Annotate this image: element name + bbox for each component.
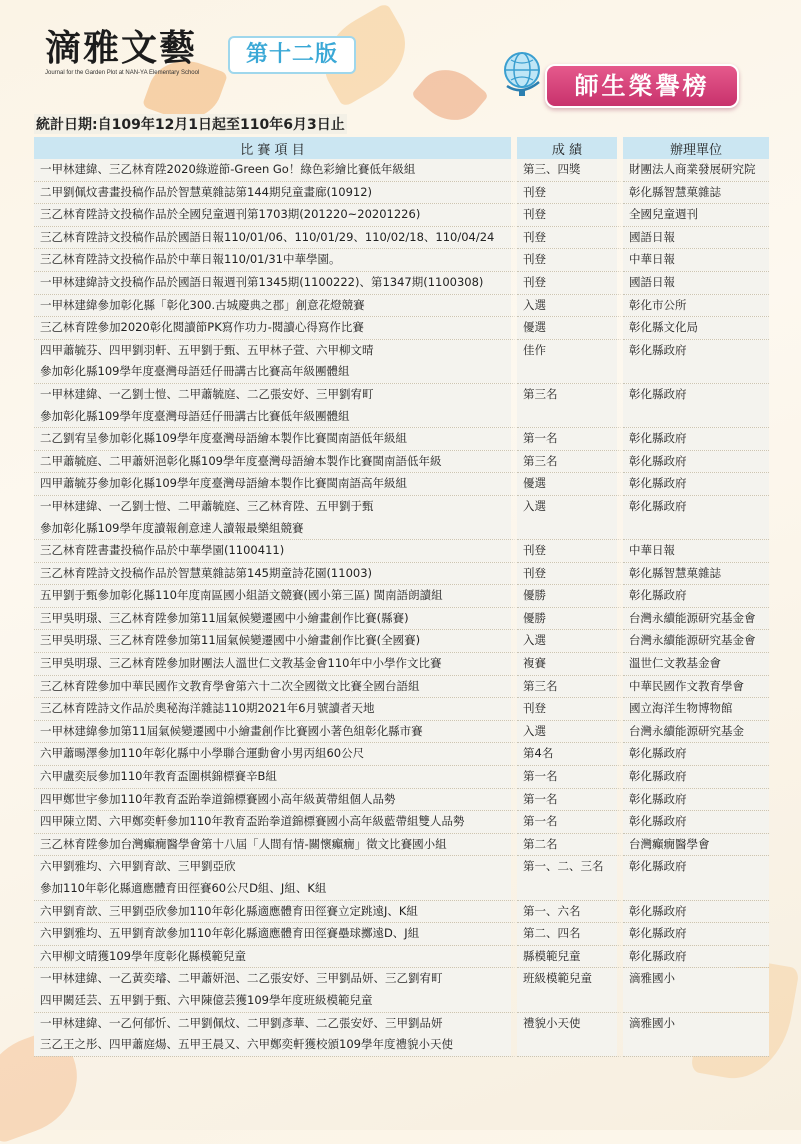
event-cell: 三乙林育陞詩文作品於奧秘海洋雜誌110期2021年6月號讀者天地 [34,698,517,721]
table-row [34,834,769,857]
table-row [34,249,769,272]
result-cell: 刊登 [517,227,623,250]
event-cell: 三乙林育陞詩文投稿作品於國語日報110/01/06、110/01/29、110/02/18、110/04/24 [34,227,517,250]
organizer-cell: 彰化縣政府 [623,340,769,362]
organizer-cell [623,518,769,541]
organizer-cell: 彰化縣政府 [623,856,769,878]
event-cell: 二甲劉佩炆書畫投稿作品於智慧菓雜誌第144期兒童畫廊(10912) [34,182,517,205]
event-cell: 參加110年彰化縣適應體育田徑賽60公尺D組、J組、K組 [34,878,517,901]
organizer-cell: 彰化縣智慧菓雜誌 [623,563,769,586]
event-cell: 一甲林建緯、一乙劉士愷、二甲蕭毓庭、二乙張安妤、三甲劉宥町 [34,384,517,406]
result-cell: 第一名 [517,789,623,812]
event-cell: 一甲林建緯、一乙劉士愷、二甲蕭毓庭、三乙林育陞、五甲劉于甄 [34,496,517,518]
result-cell: 第一名 [517,811,623,834]
event-cell: 四甲闕廷芸、五甲劉于甄、六甲陳億芸獲109學年度班級模範兒童 [34,990,517,1013]
result-cell: 優選 [517,317,623,340]
organizer-cell: 彰化縣文化局 [623,317,769,340]
result-cell: 第一名 [517,428,623,451]
table-row [34,428,769,451]
event-cell: 三甲吳明璟、三乙林育陞參加第11屆氣候變遷國中小繪畫創作比賽(全國賽) [34,630,517,653]
organizer-cell: 財團法人商業發展研究院 [623,159,769,182]
organizer-cell: 全國兒童週刊 [623,204,769,227]
organizer-cell: 彰化縣政府 [623,384,769,406]
result-cell: 入選 [517,630,623,653]
table-row [34,1034,769,1057]
result-cell: 入選 [517,496,623,518]
result-cell: 優勝 [517,608,623,631]
event-cell: 四甲蕭毓芬、四甲劉羽軒、五甲劉于甄、五甲林子萱、六甲柳文晴 [34,340,517,362]
event-cell: 三乙林育陞參加中華民國作文教育學會第六十二次全國徵文比賽全國台語組 [34,676,517,699]
organizer-cell: 國立海洋生物博物館 [623,698,769,721]
organizer-cell: 彰化縣政府 [623,496,769,518]
table-row [34,878,769,901]
result-cell: 第4名 [517,743,623,766]
result-cell: 刊登 [517,204,623,227]
event-cell: 三乙王之彤、四甲蕭庭煬、五甲王晨又、六甲鄭奕軒獲校頒109學年度禮貌小天使 [34,1034,517,1057]
organizer-cell: 中華民國作文教育學會 [623,676,769,699]
organizer-cell: 彰化縣政府 [623,743,769,766]
table-row [34,451,769,474]
event-cell: 二甲蕭毓庭、二甲蕭妍浥彰化縣109學年度臺灣母語繪本製作比賽閩南語低年級 [34,451,517,474]
organizer-cell: 彰化縣政府 [623,923,769,946]
event-cell: 一甲林建緯、一乙黃奕璿、二甲蕭妍浥、二乙張安妤、三甲劉品妍、三乙劉宥町 [34,968,517,990]
result-cell: 刊登 [517,563,623,586]
table-row [34,585,769,608]
organizer-cell [623,990,769,1013]
table-row [34,473,769,496]
organizer-cell: 台灣永續能源研究基金會 [623,630,769,653]
organizer-cell [623,878,769,901]
organizer-cell: 彰化縣政府 [623,766,769,789]
table-row [34,540,769,563]
table-row [34,743,769,766]
result-cell: 第三、四獎 [517,159,623,182]
table-row [34,923,769,946]
result-cell: 入選 [517,295,623,318]
result-cell: 刊登 [517,182,623,205]
organizer-cell: 台灣永續能源研究基金 [623,721,769,744]
organizer-cell: 中華日報 [623,540,769,563]
result-cell: 縣模範兒童 [517,946,623,969]
table-row [34,676,769,699]
newspaper-logo [45,28,199,76]
decorative-leaf [411,57,489,134]
event-cell: 六甲蕭暘澤參加110年彰化縣中小學聯合運動會小男丙組60公尺 [34,743,517,766]
table-row [34,406,769,429]
result-cell [517,361,623,384]
event-cell: 一甲林建緯、三乙林育陞2020綠遊節-Green Go！綠色彩繪比賽低年級組 [34,159,517,182]
result-cell [517,406,623,429]
event-cell: 二乙劉宥呈參加彰化縣109學年度臺灣母語繪本製作比賽閩南語低年級組 [34,428,517,451]
table-header-row [34,137,769,159]
edition-label: 第十二版 [228,36,356,74]
organizer-cell [623,1034,769,1057]
organizer-cell: 台灣癲癇醫學會 [623,834,769,857]
organizer-cell: 溫世仁文教基金會 [623,653,769,676]
organizer-cell: 彰化縣政府 [623,811,769,834]
result-cell: 刊登 [517,249,623,272]
table-row [34,789,769,812]
result-cell: 第一、六名 [517,901,623,924]
result-cell: 複賽 [517,653,623,676]
event-cell: 三甲吳明璟、三乙林育陞參加第11屆氣候變遷國中小繪畫創作比賽(縣賽) [34,608,517,631]
table-row [34,340,769,362]
result-cell: 刊登 [517,698,623,721]
table-row [34,182,769,205]
organizer-cell [623,406,769,429]
event-cell: 六甲劉育歆、三甲劉亞欣參加110年彰化縣適應體育田徑賽立定跳遠J、K組 [34,901,517,924]
organizer-cell: 彰化縣政府 [623,473,769,496]
logo-title: 滴雅文藝 [45,27,198,69]
event-cell: 三乙林育陞書畫投稿作品於中華學園(1100411) [34,540,517,563]
table-row [34,766,769,789]
table-row [34,563,769,586]
event-cell: 三乙林育陞詩文投稿作品於中華日報110/01/31中華學園。 [34,249,517,272]
table-row [34,968,769,990]
result-cell: 第三名 [517,451,623,474]
result-cell: 第三名 [517,384,623,406]
table-row [34,630,769,653]
result-cell [517,990,623,1013]
section-banner: 師生榮譽榜 [545,64,739,108]
event-cell: 三乙林育陞詩文投稿作品於全國兒童週刊第1703期(201220~20201226) [34,204,517,227]
result-cell: 第二名 [517,834,623,857]
result-cell: 禮貌小天使 [517,1013,623,1035]
column-header-organizer: 辦理單位 [623,137,769,159]
event-cell: 六甲劉雅均、六甲劉育歆、三甲劉亞欣 [34,856,517,878]
event-cell: 一甲林建緯參加第11屆氣候變遷國中小繪畫創作比賽國小著色組彰化縣市賽 [34,721,517,744]
result-cell: 刊登 [517,272,623,295]
event-cell: 一甲林建緯詩文投稿作品於國語日報週刊第1345期(1100222)、第1347期(1100308) [34,272,517,295]
column-header-result: 成 績 [517,137,623,159]
table-row [34,518,769,541]
event-cell: 六甲劉雅均、五甲劉育歆參加110年彰化縣適應體育田徑賽壘球擲遠D、J組 [34,923,517,946]
event-cell: 一甲林建緯、一乙何郁忻、二甲劉佩炆、二甲劉彥華、二乙張安妤、三甲劉品妍 [34,1013,517,1035]
table-row [34,496,769,518]
event-cell: 五甲劉于甄參加彰化縣110年度南區國小組語文競賽(國小第三區) 閩南語朗讀組 [34,585,517,608]
table-row [34,811,769,834]
table-row [34,204,769,227]
organizer-cell: 國語日報 [623,227,769,250]
result-cell: 入選 [517,721,623,744]
table-row [34,317,769,340]
honor-roll-table [34,137,769,1057]
organizer-cell: 台灣永續能源研究基金會 [623,608,769,631]
result-cell: 第一名 [517,766,623,789]
globe-icon [497,48,547,98]
organizer-cell: 彰化市公所 [623,295,769,318]
result-cell [517,518,623,541]
table-row [34,384,769,406]
event-cell: 四甲鄭世宇參加110年教育盃跆拳道錦標賽國小高年級黃帶組個人品勢 [34,789,517,812]
result-cell: 佳作 [517,340,623,362]
event-cell: 三乙林育陞詩文投稿作品於智慧菓雜誌第145期童詩花園(11003) [34,563,517,586]
result-cell: 第一、二、三名 [517,856,623,878]
table-row [34,227,769,250]
organizer-cell: 彰化縣政府 [623,451,769,474]
organizer-cell: 滴雅國小 [623,1013,769,1035]
event-cell: 三乙林育陞參加2020彰化閱讀節PK寫作功力-閱讀心得寫作比賽 [34,317,517,340]
table-row [34,990,769,1013]
logo-subtitle: Journal for the Garden Plot at NAN-YA Elementary School [45,70,200,76]
result-cell: 第三名 [517,676,623,699]
event-cell: 一甲林建緯參加彰化縣「彰化300.古城慶典之郡」創意花燈競賽 [34,295,517,318]
result-cell: 班級模範兒童 [517,968,623,990]
event-cell: 參加彰化縣109學年度臺灣母語廷仔冊講古比賽低年級團體組 [34,406,517,429]
table-row [34,295,769,318]
table-row [34,653,769,676]
event-cell: 四甲陳立閎、六甲鄭奕軒參加110年教育盃跆拳道錦標賽國小高年級藍帶組雙人品勢 [34,811,517,834]
organizer-cell: 滴雅國小 [623,968,769,990]
event-cell: 六甲盧奕辰參加110年教育盃圍棋錦標賽辛B組 [34,766,517,789]
organizer-cell: 中華日報 [623,249,769,272]
event-cell: 參加彰化縣109學年度讀報創意達人讀報最樂組競賽 [34,518,517,541]
table-row [34,721,769,744]
table-row [34,946,769,969]
result-cell [517,878,623,901]
table-row [34,856,769,878]
table-row [34,901,769,924]
organizer-cell: 彰化縣政府 [623,789,769,812]
organizer-cell: 彰化縣政府 [623,585,769,608]
organizer-cell: 彰化縣政府 [623,428,769,451]
column-header-event: 比 賽 項 目 [34,137,517,159]
result-cell: 優勝 [517,585,623,608]
organizer-cell: 國語日報 [623,272,769,295]
organizer-cell: 彰化縣智慧菓雜誌 [623,182,769,205]
table-row [34,608,769,631]
organizer-cell: 彰化縣政府 [623,901,769,924]
statistics-period: 統計日期:自109年12月1日起至110年6月3日止 [34,114,347,134]
table-row [34,1013,769,1035]
event-cell: 三甲吳明璟、三乙林育陞參加財團法人溫世仁文教基金會110年中小學作文比賽 [34,653,517,676]
table-row [34,698,769,721]
result-cell: 優選 [517,473,623,496]
event-cell: 四甲蕭毓芬參加彰化縣109學年度臺灣母語繪本製作比賽閩南語高年級組 [34,473,517,496]
result-cell: 第二、四名 [517,923,623,946]
result-cell [517,1034,623,1057]
event-cell: 六甲柳文晴獲109學年度彰化縣模範兒童 [34,946,517,969]
table-row [34,159,769,182]
event-cell: 三乙林育陞參加台灣癲癇醫學會第十八屆「人間有情-關懷癲癇」徵文比賽國小組 [34,834,517,857]
organizer-cell [623,361,769,384]
organizer-cell: 彰化縣政府 [623,946,769,969]
table-row [34,361,769,384]
event-cell: 參加彰化縣109學年度臺灣母語廷仔冊講古比賽高年級團體組 [34,361,517,384]
result-cell: 刊登 [517,540,623,563]
table-row [34,272,769,295]
